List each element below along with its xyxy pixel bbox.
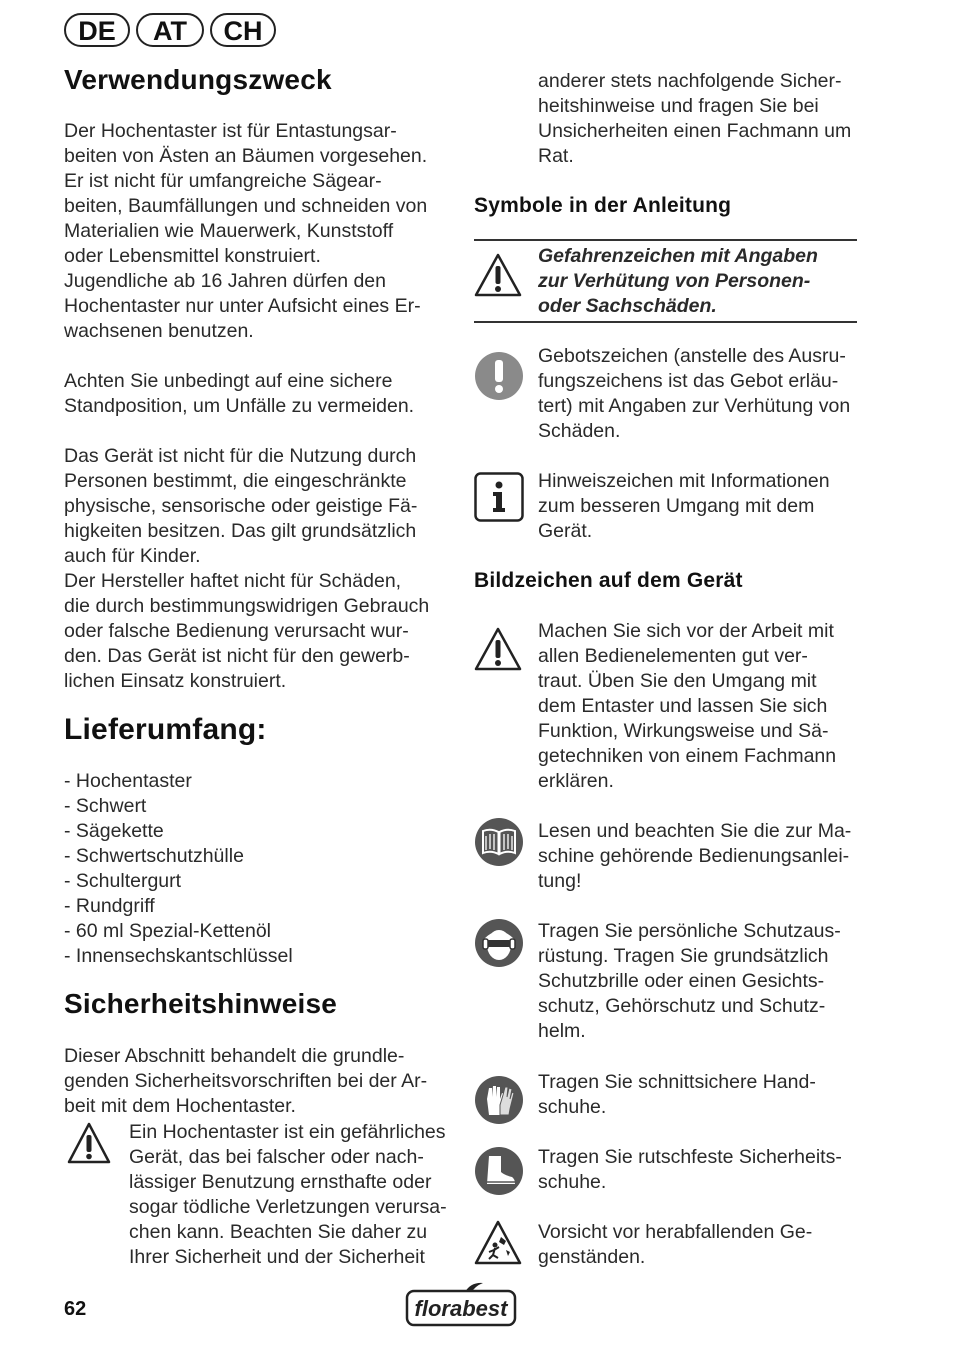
divider-top: [474, 239, 857, 241]
heading-purpose: Verwendungszweck: [64, 64, 332, 95]
heading-symbols: Symbole in der Anleitung: [474, 194, 732, 217]
scope-list: - Hochentaster - Schwert - Sägekette - Schwertschutzhülle - Schultergurt - Rundgriff - 60 ml Spezial-Kettenöl - Innensechskantschlüssel: [64, 770, 293, 967]
badge-at: AT: [136, 13, 204, 47]
safety-intro: Dieser Abschnitt behandelt die grundle- genden Sicherheitsvorschriften bei der Ar- beit mit dem Hochentaster.: [64, 1045, 428, 1117]
heading-safety: Sicherheitshinweise: [64, 988, 338, 1019]
manual-book-icon: [474, 817, 524, 867]
device-shoes-text: Tragen Sie rutschfeste Sicherheits- schuhe.: [538, 1146, 842, 1193]
symbol-info-text: Hinweiszeichen mit Informationen zum besseren Umgang mit dem Gerät.: [538, 470, 830, 542]
divider-bottom: [474, 321, 857, 323]
device-gloves-text: Tragen Sie schnittsichere Hand- schuhe.: [538, 1071, 816, 1118]
warning-triangle-icon: [473, 626, 523, 672]
exclamation-circle-icon: [474, 351, 524, 401]
brand-text: florabest: [414, 1296, 508, 1321]
info-box-icon: [474, 472, 524, 522]
boots-icon: [474, 1146, 524, 1196]
purpose-paragraph-1: Der Hochentaster ist für Entastungsar- beiten von Ästen an Bäumen vorgesehen. Er ist nicht für umfangreiche Sägear- beiten, Baumfällungen und schneiden von Materialien wie Mauerwerk, Kunststoff oder Lebensmittel konstruiert. Jugendliche ab 16 Jahren dürfen den Hochentaster nur unter Aufsicht eines Er- wachsenen benutzen.: [64, 120, 428, 342]
heading-scope: Lieferumfang:: [64, 713, 267, 746]
page-number: 62: [64, 1298, 87, 1320]
badge-de: DE: [64, 13, 130, 47]
ppe-face-icon: [474, 918, 524, 968]
falling-objects-icon: [473, 1219, 523, 1267]
symbol-danger-text: Gefahrenzeichen mit Angaben zur Verhütung von Personen- oder Sachschäden.: [538, 245, 818, 317]
gloves-icon: [474, 1075, 524, 1125]
florabest-logo: [405, 1282, 517, 1328]
safety-continuation: anderer stets nachfolgende Sicher- heitshinweise und fragen Sie bei Unsicherheiten einen Fachmann um Rat.: [538, 70, 852, 167]
badge-ch: CH: [210, 13, 276, 47]
device-falling-text: Vorsicht vor herabfallenden Ge- genständen.: [538, 1221, 813, 1268]
warning-triangle-icon: [66, 1121, 112, 1165]
country-badges: [64, 13, 276, 47]
warning-triangle-icon: [473, 252, 523, 298]
safety-warning-text: Ein Hochentaster ist ein gefährliches Gerät, das bei falscher oder nach- lässiger Benutzung ernsthafte oder sogar tödliche Verletzungen verursa- chen kann. Beachten Sie daher zu Ihrer Sicherheit und der Sicherheit: [129, 1121, 447, 1268]
purpose-paragraph-2: Achten Sie unbedingt auf eine sichere Standposition, um Unfälle zu vermeiden.: [64, 370, 415, 417]
purpose-paragraph-3: Das Gerät ist nicht für die Nutzung durch Personen bestimmt, die eingeschränkte physische, sensorische oder geistige Fä- higkeiten besitzen. Das gilt grundsätzlich auch für Kinder. Der Hersteller haftet nicht für Schäden, die durch bestimmungswidrigen Gebrauch oder falsche Bedienung verursacht wur- den. Das Gerät ist nicht für den gewerb- lichen Einsatz konstruiert.: [64, 445, 430, 692]
device-manual-text: Lesen und beachten Sie die zur Ma- schine gehörende Bedienungsanlei- tung!: [538, 820, 852, 892]
device-ppe-text: Tragen Sie persönliche Schutzaus- rüstung. Tragen Sie grundsätzlich Schutzbrille oder einen Gesichts- schutz, Gehörschutz und Schutz- helm.: [538, 920, 841, 1042]
symbol-command-text: Gebotszeichen (anstelle des Ausru- fungszeichens ist das Gebot erläu- tert) mit Angaben zur Verhütung von Schäden.: [538, 345, 851, 442]
device-familiar-text: Machen Sie sich vor der Arbeit mit allen Bedienelementen gut ver- traut. Üben Sie den Umgang mit dem Entaster und lassen Sie sich Funktion, Wirkungsweise und Sä- getechniken von einem Fachmann erklären.: [538, 620, 837, 792]
heading-device-symbols: Bildzeichen auf dem Gerät: [474, 569, 743, 592]
